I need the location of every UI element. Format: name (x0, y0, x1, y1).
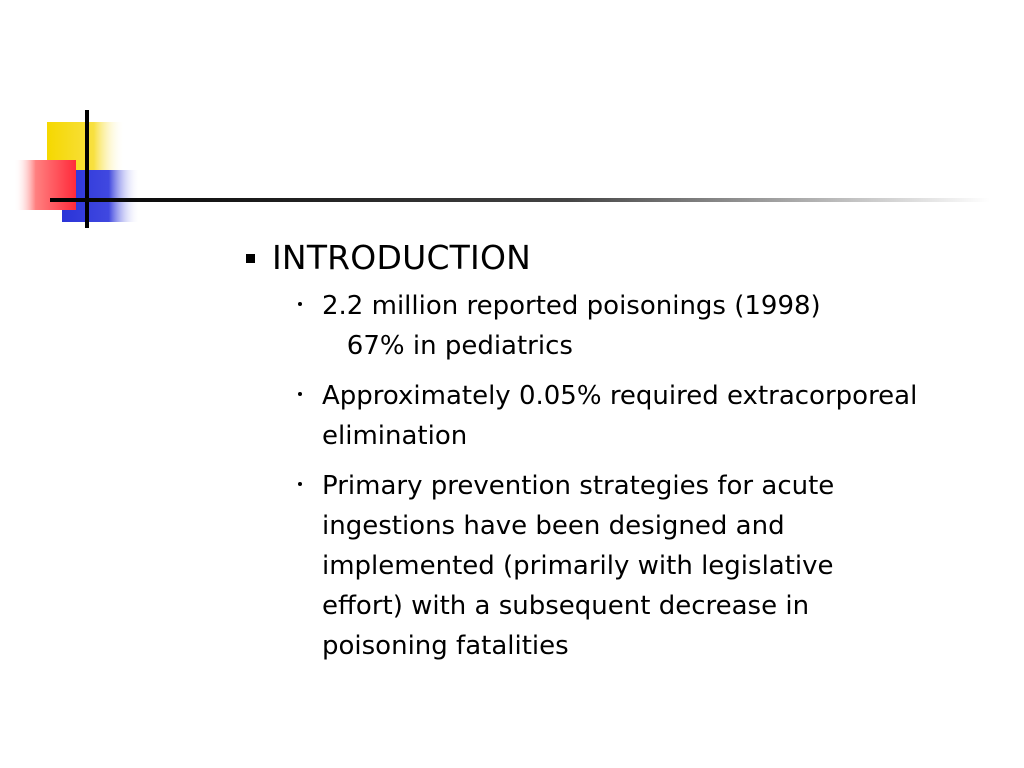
list-item (296, 286, 946, 366)
square-bullet-icon (246, 254, 255, 263)
point-text: 2.2 million reported poisonings (1998) 67% in pediatrics (322, 291, 821, 361)
point-text: Primary prevention strategies for acute ingestions have been designed and implemented (primarily with legislative effort) with a subsequent decrease in poisoning fatalities (322, 471, 843, 661)
dot-bullet-icon (298, 482, 302, 486)
dot-bullet-icon (298, 392, 302, 396)
bullet-list (246, 286, 946, 666)
dot-bullet-icon (298, 302, 302, 306)
slide-content (246, 236, 946, 676)
list-item (296, 376, 946, 456)
slide-heading: INTRODUCTION (272, 238, 532, 277)
red-square (14, 160, 76, 210)
point-text: Approximately 0.05% required extracorporeal elimination (322, 381, 926, 451)
heading-item (246, 236, 946, 280)
horizontal-rule (50, 198, 990, 202)
list-item (296, 466, 946, 666)
vertical-rule (85, 110, 89, 228)
